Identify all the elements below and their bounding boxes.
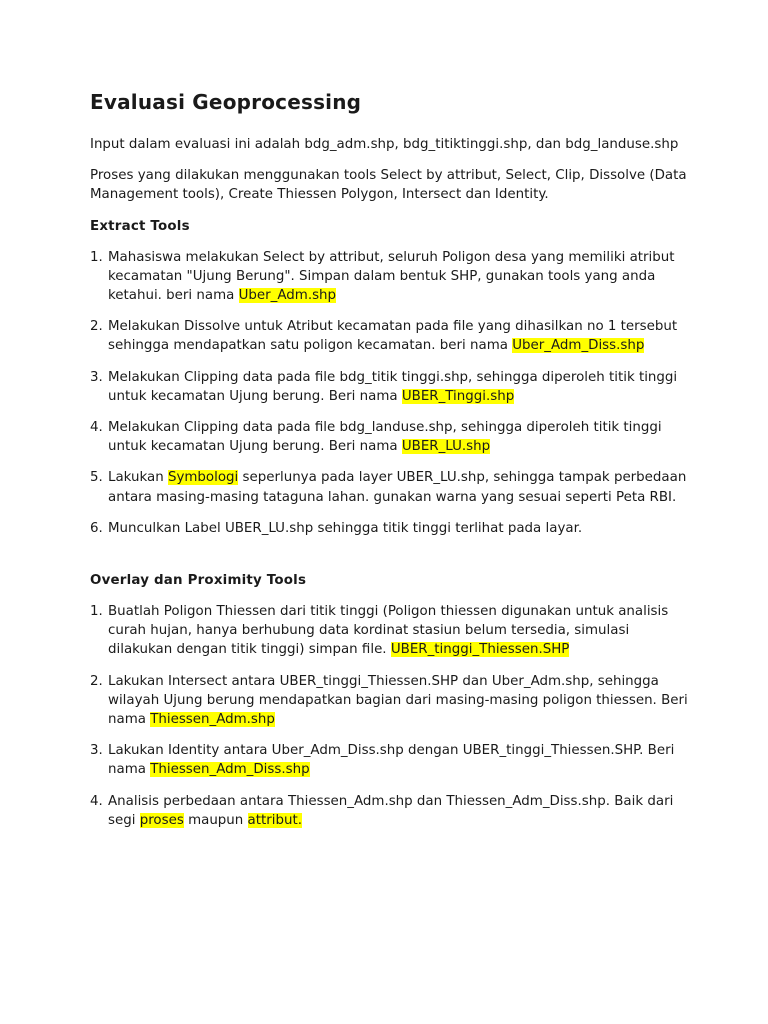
highlighted-filename: UBER_tinggi_Thiessen.SHP [390,642,570,658]
highlighted-filename: UBER_Tinggi.shp [401,388,515,404]
list-item-text: Lakukan Identity antara Uber_Adm_Diss.shp dengan UBER_tinggi_Thiessen.SHP. Beri nama [108,743,675,778]
list-item [90,248,690,306]
extract-steps-list [90,248,690,538]
list-item-text-post: seperlunya pada layer UBER_LU.shp, sehingga tampak perbedaan antara masing-masing tataguna lahan. gunakan warna yang sesuai seperti Peta RBI. [108,470,687,505]
highlighted-filename: Thiessen_Adm.shp [150,712,275,728]
list-item [90,418,690,456]
list-number: 4. [90,793,103,809]
list-number: 3. [90,743,103,759]
list-item-text: Lakukan Intersect antara UBER_tinggi_Thiessen.SHP dan Uber_Adm.shp, sehingga wilayah Ujung berung mendapatkan bagian dari masing-masing poligon thiessen. Beri nama [108,673,688,728]
list-number: 2. [90,673,103,689]
list-number: 5. [90,470,103,486]
list-item [90,368,690,406]
list-item [90,602,690,660]
list-item-text: Melakukan Clipping data pada file bdg_landuse.shp, sehingga diperoleh titik tinggi untuk kecamatan Ujung berung. Beri nama [108,420,662,455]
list-item [90,672,690,730]
list-item-text: Melakukan Clipping data pada file bdg_titik tinggi.shp, sehingga diperoleh titik tinggi untuk kecamatan Ujung berung. Beri nama [108,369,678,404]
list-number: 1. [90,604,103,620]
list-number: 3. [90,369,103,385]
document-title: Evaluasi Geoprocessing [90,90,362,114]
list-item-text-mid: maupun [183,812,248,828]
intro-paragraph-2: Proses yang dilakukan menggunakan tools Select by attribut, Select, Clip, Dissolve (Data Management tools), Create Thiessen Polygon, Intersect dan Identity. [90,168,687,203]
list-item-text: Melakukan Dissolve untuk Atribut kecamatan pada file yang dihasilkan no 1 tersebut sehingga mendapatkan satu poligon kecamatan. beri nama [108,319,678,354]
list-item-text: Analisis perbedaan antara Thiessen_Adm.shp dan Thiessen_Adm_Diss.shp. Baik dari segi [108,793,674,828]
extract-tools-heading: Extract Tools [90,218,190,234]
list-item [90,792,690,830]
list-item-text: Munculkan Label UBER_LU.shp sehingga titik tinggi terlihat pada layar. [108,520,583,536]
list-item [90,468,690,506]
highlighted-filename: Uber_Adm.shp [238,288,337,304]
list-item [90,741,690,779]
highlighted-term: attribut. [247,812,302,828]
highlighted-term: Symbologi [167,470,239,486]
list-number: 1. [90,249,103,265]
list-item [90,317,690,355]
list-item [90,519,690,538]
highlighted-filename: Uber_Adm_Diss.shp [512,338,645,354]
highlighted-term: proses [139,812,184,828]
overlay-tools-heading: Overlay dan Proximity Tools [90,573,307,589]
list-number: 6. [90,520,103,536]
list-number: 2. [90,319,103,335]
list-item-text: Mahasiswa melakukan Select by attribut, seluruh Poligon desa yang memiliki atribut kecamatan "Ujung Berung". Simpan dalam bentuk SHP, gunakan tools yang anda ketahui. beri nama [108,249,675,304]
list-item-text-pre: Lakukan [108,470,168,486]
overlay-steps-list [90,602,690,830]
document-page [90,88,690,842]
intro-paragraph-1: Input dalam evaluasi ini adalah bdg_adm.shp, bdg_titiktinggi.shp, dan bdg_landuse.shp [90,137,679,152]
highlighted-filename: UBER_LU.shp [401,439,491,455]
highlighted-filename: Thiessen_Adm_Diss.shp [150,762,310,778]
list-number: 4. [90,420,103,436]
list-item-text: Buatlah Poligon Thiessen dari titik tinggi (Poligon thiessen digunakan untuk analisis curah hujan, hanya berhubung data kordinat stasiun belum tersedia, simulasi dilakukan dengan titik tinggi) simpan file. [108,604,669,658]
